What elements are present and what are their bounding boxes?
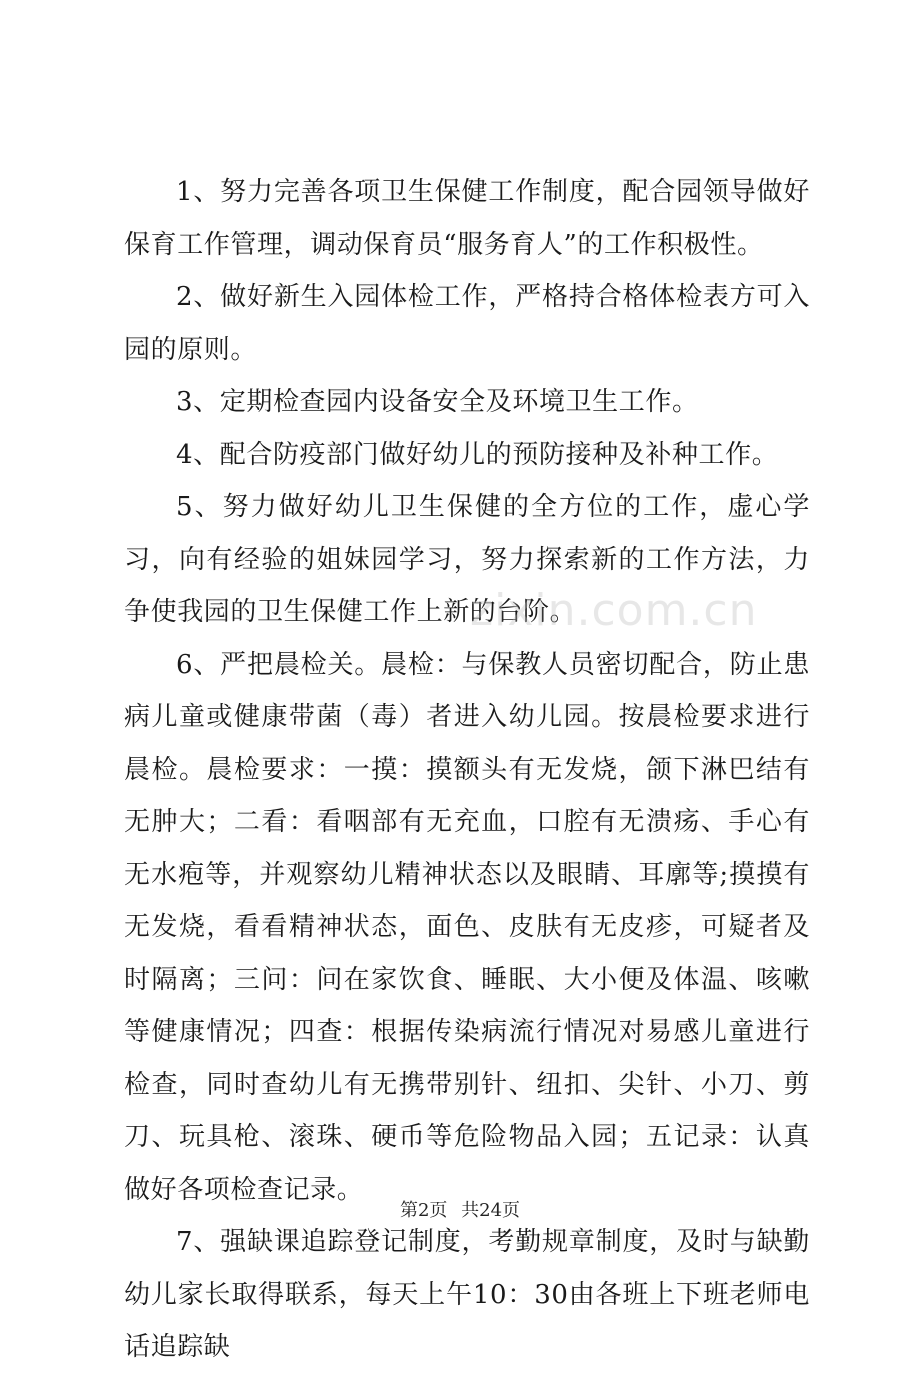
paragraph-6: 6、严把晨检关。晨检：与保教人员密切配合，防止患病儿童或健康带菌（毒）者进入幼儿园。按晨检要求进行晨检。晨检要求：一摸：摸额头有无发烧，颌下淋巴结有无肿大；二看：看咽部有无充血，口腔有无溃疡、手心有无水疱等，并观察幼儿精神状态以及眼睛、耳廓等;摸摸有无发烧，看看精神状态，面色、皮肤有无皮疹，可疑者及时隔离；三问：问在家饮食、睡眠、大小便及体温、咳嗽等健康情况；四查：根据传染病流行情况对易感儿童进行检查，同时查幼儿有无携带别针、纽扣、尖针、小刀、剪刀、玩具枪、滚珠、硬币等危险物品入园；五记录：认真做好各项检查记录。 (124, 649, 810, 1205)
paragraph-1: 1、努力完善各项卫生保健工作制度，配合园领导做好保育工作管理，调动保育员“服务育人”的工作积极性。 (124, 177, 810, 260)
paragraph-5: 5、努力做好幼儿卫生保健的全方位的工作，虚心学习，向有经验的姐妹园学习，努力探索新的工作方法，力争使我园的卫生保健工作上新的台阶。 (124, 492, 810, 627)
paragraph-7: 7、强缺课追踪登记制度，考勤规章制度，及时与缺勤幼儿家长取得联系，每天上午10：30由各班上下班老师电话追踪缺 (124, 1227, 810, 1362)
paragraph-2: 2、做好新生入园体检工作，严格持合格体检表方可入园的原则。 (124, 282, 810, 365)
page-number: 第2页 (399, 1200, 448, 1221)
document-body (124, 166, 810, 1374)
watermark: zixin.com.cn (470, 585, 758, 636)
page-total: 共24页 (461, 1200, 521, 1221)
page-footer (0, 1196, 920, 1222)
paragraph-4: 4、配合防疫部门做好幼儿的预防接种及补种工作。 (176, 439, 779, 470)
paragraph-3: 3、定期检查园内设备安全及环境卫生工作。 (176, 387, 699, 417)
